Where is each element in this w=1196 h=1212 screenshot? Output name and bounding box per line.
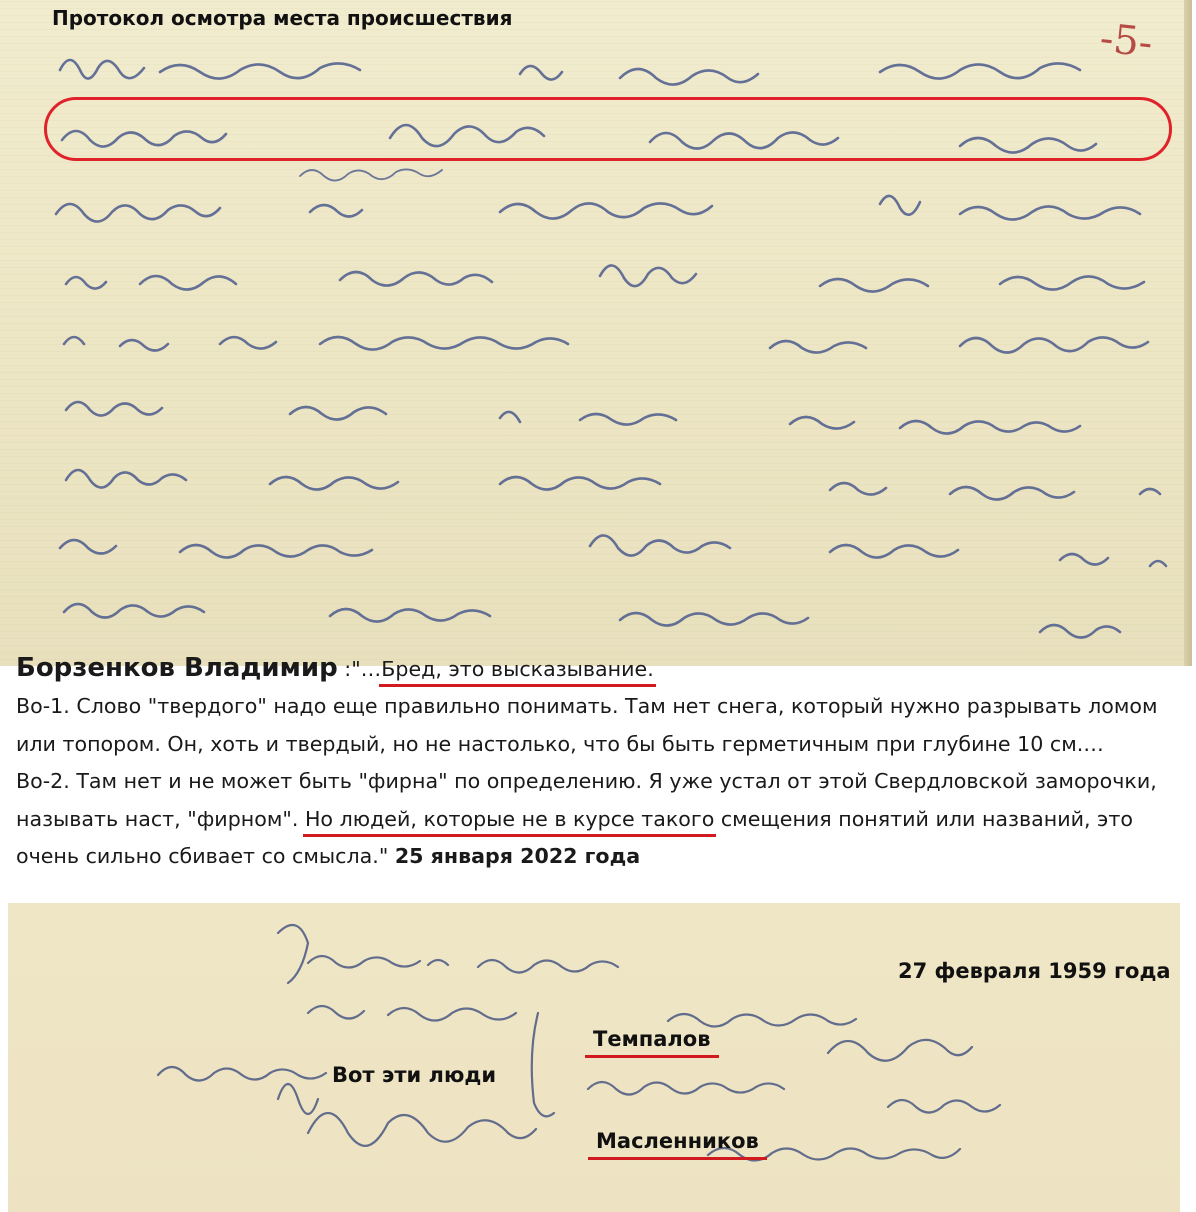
signatures-scan [8,903,1180,1212]
quote-date: 25 января 2022 года [394,844,641,869]
document-title: Протокол осмотра места происшествия [52,6,513,30]
quote-author: Борзенков Владимир [16,653,338,683]
caption-these-people: Вот эти люди [332,1063,497,1087]
name-tempalov: Темпалов [593,1027,711,1051]
quote-paragraph-2-end: смещения понятий или названий, это очень сильно сбивает со смысла." [16,806,1133,869]
quote-highlight-1: Бред, это высказывание. [381,657,654,681]
name-maslennikov: Масленников [596,1129,759,1153]
quote-highlight-2: Но людей, которые не в курсе такого [304,806,715,831]
quote-lead-in: :"… [337,657,382,681]
highlight-ellipse [44,97,1172,161]
signature-date: 27 февраля 1959 года [898,959,1171,983]
quote-paragraph-2-start: Во-2. Там нет и не может быть "фирна" по определению. Я уже устал от этой Свердловской заморочки, называть наст, "фирном". [16,769,1157,831]
quote-block [16,650,1192,875]
quote-paragraph-1: Во-1. Слово "твердого" надо еще правильно понимать. Там нет снега, который нужно разрывать ломом или топором. Он, хоть и твердый, но не настолько, что бы быть герметичным при глубине 10 см.… [16,694,1158,756]
page-number: -5- [1097,15,1155,67]
